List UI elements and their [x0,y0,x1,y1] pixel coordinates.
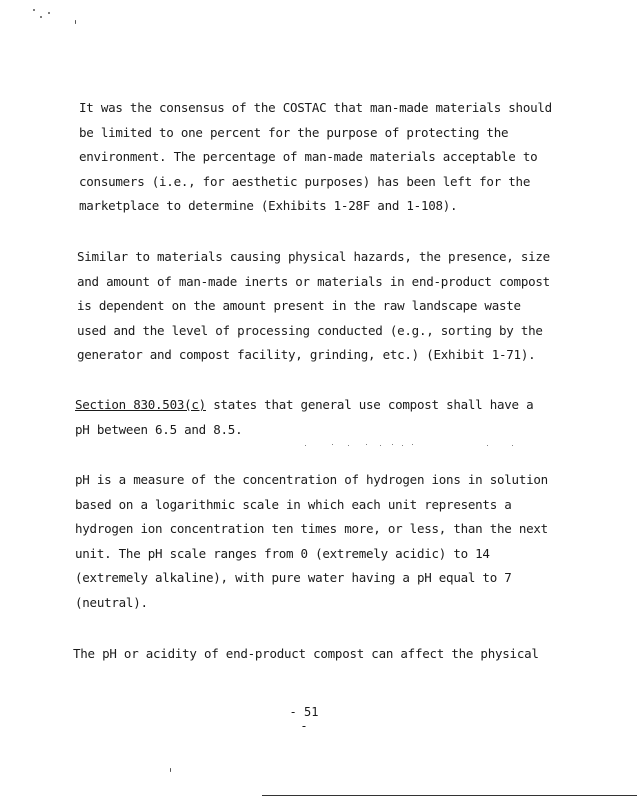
scan-artifact [380,445,381,446]
text-line: pH is a measure of the concentration of hydrogen ions in solution [75,472,548,487]
text-line: environment. The percentage of man-made materials acceptable to [79,149,538,165]
scan-artifact [392,444,393,445]
text-line: and amount of man-made inerts or materials in end-product compost [77,273,550,289]
bottom-rule [262,795,637,796]
text-line: pH between 6.5 and 8.5. [75,421,243,437]
scan-artifact [40,16,42,18]
text-line: is dependent on the amount present in the raw landscape waste [77,298,521,314]
scan-artifact [366,444,367,445]
paragraph-ph-definition [75,468,575,616]
text-line: used and the level of processing conducted (e.g., sorting by the [77,322,543,338]
scan-artifact [75,20,76,24]
text-line: (neutral). [75,594,148,610]
scan-artifact [170,768,171,772]
page-number: - 51 - [289,705,319,733]
text-line: marketplace to determine (Exhibits 1-28F and 1-108). [79,198,458,214]
scan-artifact [48,12,50,14]
text-line: based on a logarithmic scale in which each unit represents a [75,496,512,512]
scan-artifact [402,445,403,446]
text-line [75,393,575,418]
text-line: The pH or acidity of end-product compost can affect the physical [73,646,539,661]
paragraph-man-made-materials [79,96,579,219]
scan-artifact [332,444,333,445]
scan-artifact [487,445,488,446]
text-line: consumers (i.e., for aesthetic purposes) has been left for the [79,173,531,189]
scan-artifact [33,9,35,11]
text-line: Similar to materials causing physical hazards, the presence, size [77,249,550,264]
text-line: unit. The pH scale ranges from 0 (extremely acidic) to 14 [75,545,490,561]
text-line: hydrogen ion concentration ten times more, or less, than the next [75,521,548,537]
paragraph-section-reference [75,393,575,442]
scan-artifact [412,444,413,445]
text-line: It was the consensus of the COSTAC that man-made materials should [79,100,552,115]
text-line: generator and compost facility, grinding, etc.) (Exhibit 1-71). [77,347,536,363]
text-line: be limited to one percent for the purpose of protecting the [79,124,509,140]
scan-artifact [348,445,349,446]
paragraph-physical-hazards [77,245,577,368]
scan-artifact [305,445,306,446]
text-line: (extremely alkaline), with pure water having a pH equal to 7 [75,570,512,586]
text-fragment: states that general use compost shall have a [205,397,534,412]
scan-artifact [512,445,513,446]
paragraph-ph-acidity [73,642,573,667]
section-reference: Section 830.503(c) [75,397,206,412]
